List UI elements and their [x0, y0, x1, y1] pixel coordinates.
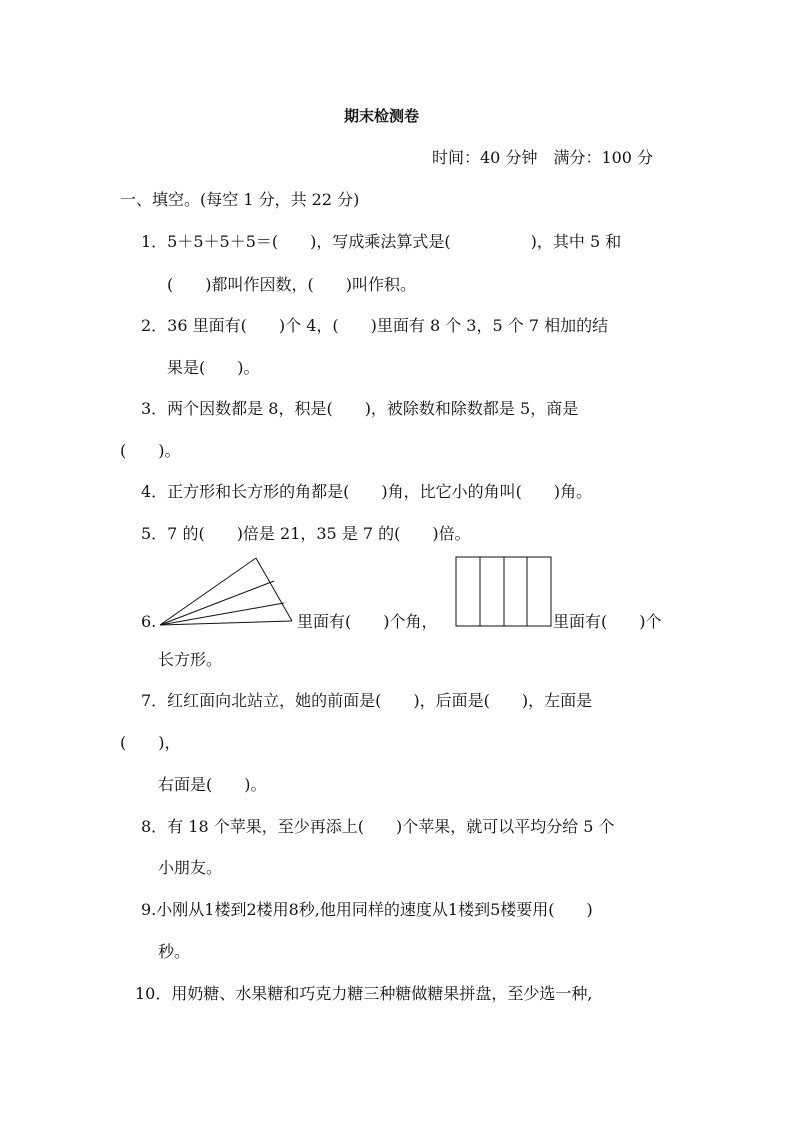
question-7-line-2: ( )， — [120, 733, 181, 752]
question-6-angle-text: 里面有( )个角， — [297, 612, 438, 631]
question-6-line-2: 长方形。 — [158, 650, 223, 669]
question-6-rect-text: 里面有( )个 — [553, 612, 662, 631]
question-1-line-1: 1．5＋5＋5＋5＝( )，写成乘法算式是( )，其中 5 和 — [141, 232, 622, 251]
question-9-line-2: 秒。 — [158, 942, 191, 961]
question-4: 4．正方形和长方形的角都是( )角，比它小的角叫( )角。 — [141, 482, 593, 501]
question-8-line-2: 小朋友。 — [158, 858, 223, 877]
angle-figure — [156, 555, 296, 630]
section-heading: 一、填空。(每空 1 分，共 22 分) — [120, 190, 360, 209]
exam-title: 期末检测卷 — [344, 107, 420, 125]
question-9-line-1: 9.小刚从1楼到2楼用8秒,他用同样的速度从1楼到5楼要用( ) — [141, 900, 593, 919]
question-7-line-1: 7．红红面向北站立，她的前面是( )，后面是( )，左面是 — [141, 691, 593, 710]
angle-ray-1 — [160, 558, 256, 625]
question-3-line-1: 3．两个因数都是 8，积是( )，被除数和除数都是 5，商是 — [141, 399, 579, 418]
question-6-number: 6. — [141, 612, 157, 631]
angle-outline — [256, 558, 292, 621]
question-5: 5．7 的( )倍是 21，35 是 7 的( )倍。 — [141, 524, 471, 543]
question-1-line-2: ( )都叫作因数，( )叫作积。 — [167, 275, 416, 294]
question-10-line-1: 10．用奶糖、水果糖和巧克力糖三种糖做糖果拼盘，至少选一种, — [135, 984, 593, 1003]
angle-ray-2 — [160, 581, 274, 625]
question-2-line-2: 果是( )。 — [167, 358, 260, 377]
exam-meta: 时间：40 分钟 满分：100 分 — [432, 148, 654, 167]
question-7-line-3: 右面是( )。 — [158, 775, 267, 794]
question-2-line-1: 2．36 里面有( )个 4，( )里面有 8 个 3，5 个 7 相加的结 — [141, 316, 609, 335]
question-8-line-1: 8．有 18 个苹果，至少再添上( )个苹果，就可以平均分给 5 个 — [141, 817, 615, 836]
question-3-line-2: ( )。 — [120, 441, 181, 460]
rectangle-figure — [455, 556, 553, 628]
